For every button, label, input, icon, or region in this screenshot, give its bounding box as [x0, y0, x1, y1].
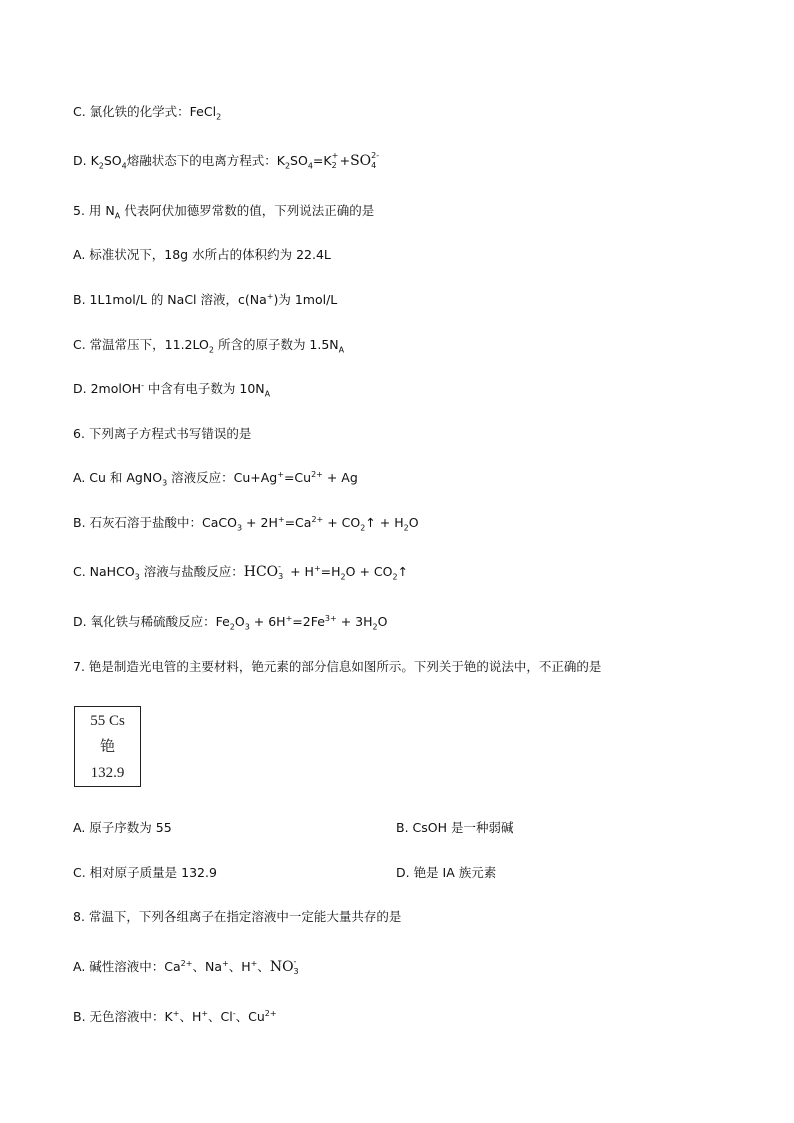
question-6-stem: 6. 下列离子方程式书写错误的是: [73, 426, 252, 441]
question-5-stem: 5. 用 $N_A$ 代表阿伏加德罗常数的值，下列说法正确的是: [73, 203, 375, 221]
option-6b: B. 石灰石溶于盐酸中：CaCO$_3$ + $2H^+=Ca^{2+}$ + $CO_2↑ + H_2O$: [73, 514, 419, 533]
option-5a: A. 标准状况下，18g 水所占的体积约为 22.4L: [73, 247, 331, 262]
option-6c: C. NaHCO$_3$ 溶液与盐酸反应：HCO - 3 + $H^+=H_2O$ + $CO_2↑$: [73, 561, 409, 582]
option-7b: B. CsOH 是一种弱碱: [396, 820, 514, 835]
ion-charge-fraction: - 3: [278, 561, 284, 581]
option-5c: C. 常温常压下，$11.2LO_2$ 所含的原子数为 $1.5N_A$: [73, 337, 345, 355]
option-7d: D. 铯是 IA 族元素: [396, 865, 497, 880]
option-8a: A. 碱性溶液中：$Ca^{2+}$、Na+、H+、NO - 3: [73, 958, 302, 977]
option-7a: A. 原子序数为 55: [73, 820, 172, 835]
element-mass: 132.9: [90, 765, 125, 781]
ion-charge-fraction: - 3: [293, 956, 299, 976]
option-6a: A. Cu 和 AgNO$_3$ 溶液反应：$Cu+Ag^+=Cu^{2+} + Ag$: [73, 469, 358, 488]
option-5b: B. 1L1mol/L 的 NaCl 溶液，c(Na+)为 1mol/L: [73, 291, 338, 307]
question-7-stem: 7. 铯是制造光电管的主要材料，铯元素的部分信息如图所示。下列关于铯的说法中，不正确的是: [73, 659, 602, 674]
charge-fraction: + 2: [331, 150, 339, 170]
question-8-stem: 8. 常温下，下列各组离子在指定溶液中一定能大量共存的是: [73, 909, 402, 924]
option-5d: D. 2molOH- 中含有电子数为 $10N_A$: [73, 380, 271, 399]
ion-charge-fraction: 2- 4: [371, 150, 380, 170]
option-8b: B. 无色溶液中：K+、H+、Cl-、$Cu^{2+}$: [73, 1008, 277, 1024]
option-6d: D. 氧化铁与稀硫酸反应：$Fe_2O_3 + 6H^+=2Fe^{3+} + 3H_2O$: [73, 613, 388, 632]
element-name: 铯: [99, 739, 115, 755]
option-7c: C. 相对原子质量是 132.9: [73, 865, 217, 880]
option-4d: D. $K_2SO_4$熔融状态下的电离方程式：$K_2SO_4=K$ + 2 +SO 2- 4: [73, 150, 380, 171]
element-number-symbol: 55 Cs: [90, 713, 125, 729]
element-card-cesium: [74, 706, 141, 787]
option-4c: C. 氯化铁的化学式：FeCl$_2$: [73, 104, 222, 122]
